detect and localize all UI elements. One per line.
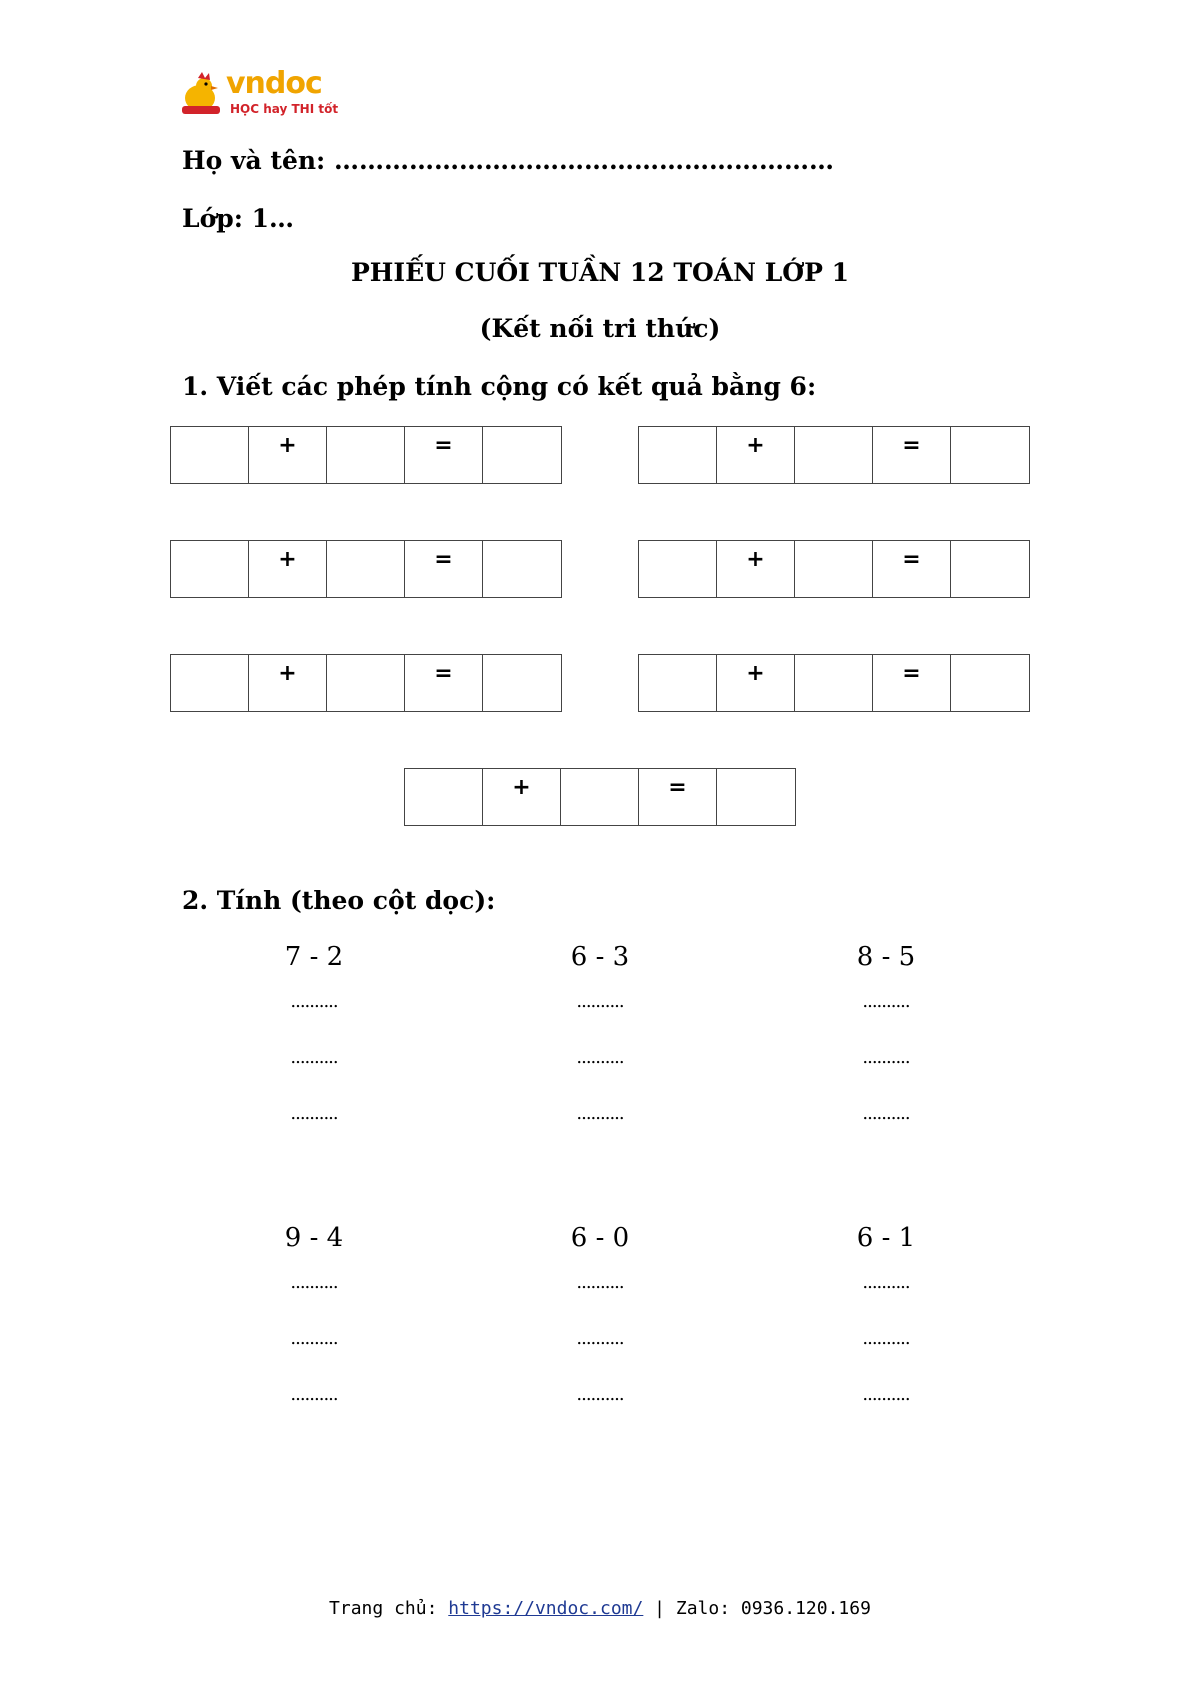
answer-box[interactable] — [171, 655, 249, 711]
equation-row — [638, 654, 1030, 712]
brand-tagline: HỌC hay THI tốt — [230, 102, 339, 116]
calc-expression: 6 - 0 — [570, 1223, 630, 1253]
calc-expression: 9 - 4 — [284, 1223, 344, 1253]
answer-line[interactable]: .......... — [290, 1384, 338, 1405]
answer-box[interactable] — [483, 427, 561, 483]
answer-box[interactable] — [795, 541, 873, 597]
equation-row — [170, 540, 562, 598]
section2-heading: 2. Tính (theo cột dọc): — [182, 886, 496, 915]
equation-row — [170, 426, 562, 484]
footer-prefix: Trang chủ: — [329, 1598, 449, 1619]
answer-box[interactable] — [405, 769, 483, 825]
answer-line[interactable]: .......... — [862, 1272, 910, 1293]
answer-line[interactable]: .......... — [862, 1384, 910, 1405]
plus-sign: + — [483, 769, 561, 825]
equals-sign: = — [405, 655, 483, 711]
equals-sign: = — [405, 541, 483, 597]
plus-sign: + — [717, 541, 795, 597]
vertical-calc — [786, 940, 986, 1142]
brand-name: vndoc — [226, 66, 322, 101]
answer-line[interactable]: .......... — [576, 991, 624, 1012]
answer-box[interactable] — [639, 541, 717, 597]
answer-line[interactable]: .......... — [576, 1328, 624, 1349]
plus-sign: + — [717, 655, 795, 711]
equation-row — [638, 426, 1030, 484]
answer-box[interactable] — [951, 655, 1029, 711]
answer-line[interactable]: .......... — [576, 1047, 624, 1068]
vertical-calc — [786, 1221, 986, 1423]
equals-sign: = — [873, 655, 951, 711]
student-name-line: Họ và tên: …………………………………………………… — [182, 146, 834, 175]
answer-line[interactable]: .......... — [290, 1272, 338, 1293]
equation-row — [170, 654, 562, 712]
answer-box[interactable] — [795, 427, 873, 483]
answer-box[interactable] — [483, 541, 561, 597]
answer-box[interactable] — [171, 427, 249, 483]
answer-line[interactable]: .......... — [862, 1103, 910, 1124]
plus-sign: + — [249, 427, 327, 483]
equals-sign: = — [873, 541, 951, 597]
answer-line[interactable]: .......... — [290, 1103, 338, 1124]
answer-box[interactable] — [327, 541, 405, 597]
page-title: PHIẾU CUỐI TUẦN 12 TOÁN LỚP 1 — [351, 258, 849, 287]
answer-box[interactable] — [327, 655, 405, 711]
homepage-link[interactable]: https://vndoc.com/ — [448, 1598, 644, 1619]
answer-box[interactable] — [951, 541, 1029, 597]
vertical-calc — [500, 1221, 700, 1423]
page-subtitle: (Kết nối tri thức) — [479, 314, 721, 343]
answer-line[interactable]: .......... — [576, 1272, 624, 1293]
answer-line[interactable]: .......... — [290, 991, 338, 1012]
answer-line[interactable]: .......... — [290, 1328, 338, 1349]
vndoc-logo[interactable] — [180, 66, 340, 122]
class-line: Lớp: 1… — [182, 204, 295, 233]
plus-sign: + — [249, 655, 327, 711]
vertical-calc — [214, 940, 414, 1142]
equals-sign: = — [639, 769, 717, 825]
answer-line[interactable]: .......... — [290, 1047, 338, 1068]
plus-sign: + — [717, 427, 795, 483]
equals-sign: = — [873, 427, 951, 483]
answer-box[interactable] — [639, 655, 717, 711]
zalo-contact: Zalo: 0936.120.169 — [675, 1598, 871, 1619]
answer-box[interactable] — [951, 427, 1029, 483]
vertical-calc — [500, 940, 700, 1142]
equation-row — [638, 540, 1030, 598]
answer-box[interactable] — [483, 655, 561, 711]
calc-expression: 7 - 2 — [284, 942, 344, 972]
chicken-mascot-icon — [180, 72, 224, 118]
answer-line[interactable]: .......... — [576, 1384, 624, 1405]
plus-sign: + — [249, 541, 327, 597]
answer-box[interactable] — [639, 427, 717, 483]
answer-box[interactable] — [561, 769, 639, 825]
answer-line[interactable]: .......... — [862, 1328, 910, 1349]
calc-expression: 6 - 1 — [856, 1223, 916, 1253]
answer-box[interactable] — [327, 427, 405, 483]
answer-box[interactable] — [171, 541, 249, 597]
calc-expression: 6 - 3 — [570, 942, 630, 972]
footer-separator: | — [643, 1598, 676, 1619]
answer-box[interactable] — [717, 769, 795, 825]
equation-row — [404, 768, 796, 826]
answer-line[interactable]: .......... — [862, 991, 910, 1012]
calc-expression: 8 - 5 — [856, 942, 916, 972]
answer-box[interactable] — [795, 655, 873, 711]
vertical-calc — [214, 1221, 414, 1423]
answer-line[interactable]: .......... — [862, 1047, 910, 1068]
answer-line[interactable]: .......... — [576, 1103, 624, 1124]
page-footer — [0, 1598, 1200, 1619]
section1-heading: 1. Viết các phép tính cộng có kết quả bằng 6: — [182, 372, 817, 401]
equals-sign: = — [405, 427, 483, 483]
